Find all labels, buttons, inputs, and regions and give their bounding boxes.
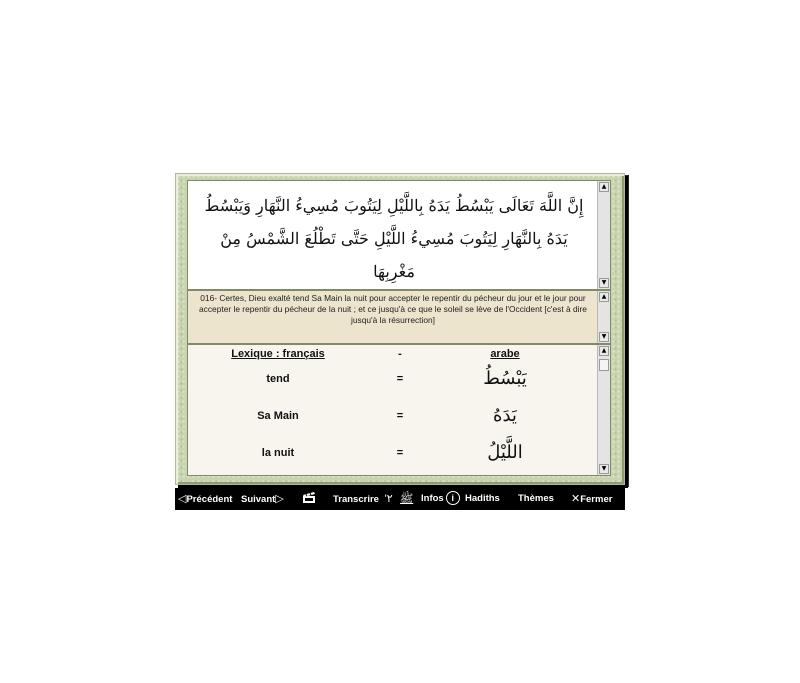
lexicon-french-word: tend [266,373,290,385]
french-translation-text: 016- Certes, Dieu exalté tend Sa Main la nuit pour accepter le repentir du pécheur du jour et le jour pour accepter le repentir du pécheur de la nuit ; et ce jusqu'à ce que le soleil se lève de l'Occident [c'est à dire jusqu'à la résurrection] [199,293,587,325]
arabic-text-button[interactable] [400,488,413,510]
scroll-up-arrow-icon[interactable]: ▲ [599,182,609,192]
close-icon: ✕ [571,493,581,505]
transcribe-glyph: '٢ [384,493,393,505]
previous-button[interactable] [178,488,232,510]
triangle-right-icon: ▷ [275,493,284,505]
hadith-window [175,173,625,510]
scroll-down-arrow-icon[interactable]: ▼ [599,332,609,342]
lexicon-equals: = [396,373,404,385]
themes-label: Thèmes [518,493,554,504]
hadiths-button[interactable] [465,488,500,510]
triangle-left-icon: ◁ [178,493,187,505]
lexicon-arabic-word: يَبْسُطُ [483,368,527,389]
scroll-down-arrow-icon[interactable]: ▼ [599,464,609,474]
info-label: Infos [421,493,444,504]
lexicon-header-french: Lexique : français [231,348,325,360]
lexicon-row [188,442,598,467]
info-icon: i [446,491,460,505]
clapperboard-button[interactable] [302,488,316,510]
scroll-thumb[interactable] [599,359,609,371]
lexicon-scrollbar[interactable] [597,345,610,475]
lexicon-equals: = [396,447,404,459]
lexicon-row [188,368,598,393]
lexicon-header-arabic: arabe [490,348,520,360]
lexicon-header-separator: - [398,348,402,360]
arabic-letter-icon: ﷺ [400,493,414,505]
transcribe-button[interactable] [333,488,393,510]
translation-scrollbar[interactable] [597,291,610,343]
translation-panel [187,290,611,344]
arabic-scrollbar[interactable] [597,181,610,289]
close-button[interactable] [571,488,612,510]
arabic-text-panel [187,180,611,290]
bottom-toolbar [175,488,625,510]
previous-label: Précédent [186,494,233,505]
lexicon-arabic-word: اللَّيْلُ [487,442,523,463]
textured-frame [175,173,625,485]
hadiths-label: Hadiths [465,493,500,504]
themes-button[interactable] [518,488,554,510]
close-label: Fermer [580,494,613,505]
lexicon-french-word: Sa Main [257,410,299,422]
arabic-hadith-text: إِنَّ اللَّهَ تَعَالَى يَبْسُطُ يَدَهُ بِاللَّيْلِ لِيَتُوبَ مُسِيءُ النَّهَارِ وَيَبْسُطُ يَدَهُ بِالنَّهَارِ لِيَتُوبَ مُسِيءُ اللَّيْلِ حَتَّى تَطْلُعَ الشَّمْسُ مِنْ مَغْرِبِهَا [204,196,584,281]
scroll-down-arrow-icon[interactable]: ▼ [599,278,609,288]
lexicon-equals: = [396,410,404,422]
scroll-up-arrow-icon[interactable]: ▲ [599,292,609,302]
lexicon-french-word: la nuit [261,447,295,459]
next-button[interactable] [241,488,284,510]
transcribe-label: Transcrire [333,494,379,505]
lexicon-arabic-word: يَدَهُ [493,405,517,426]
clapperboard-icon [302,492,316,504]
lexicon-panel [187,344,611,476]
lexicon-header [188,348,598,368]
info-button[interactable] [421,488,460,510]
lexicon-row [188,405,598,430]
next-label: Suivant [241,494,276,505]
scroll-up-arrow-icon[interactable]: ▲ [599,346,609,356]
